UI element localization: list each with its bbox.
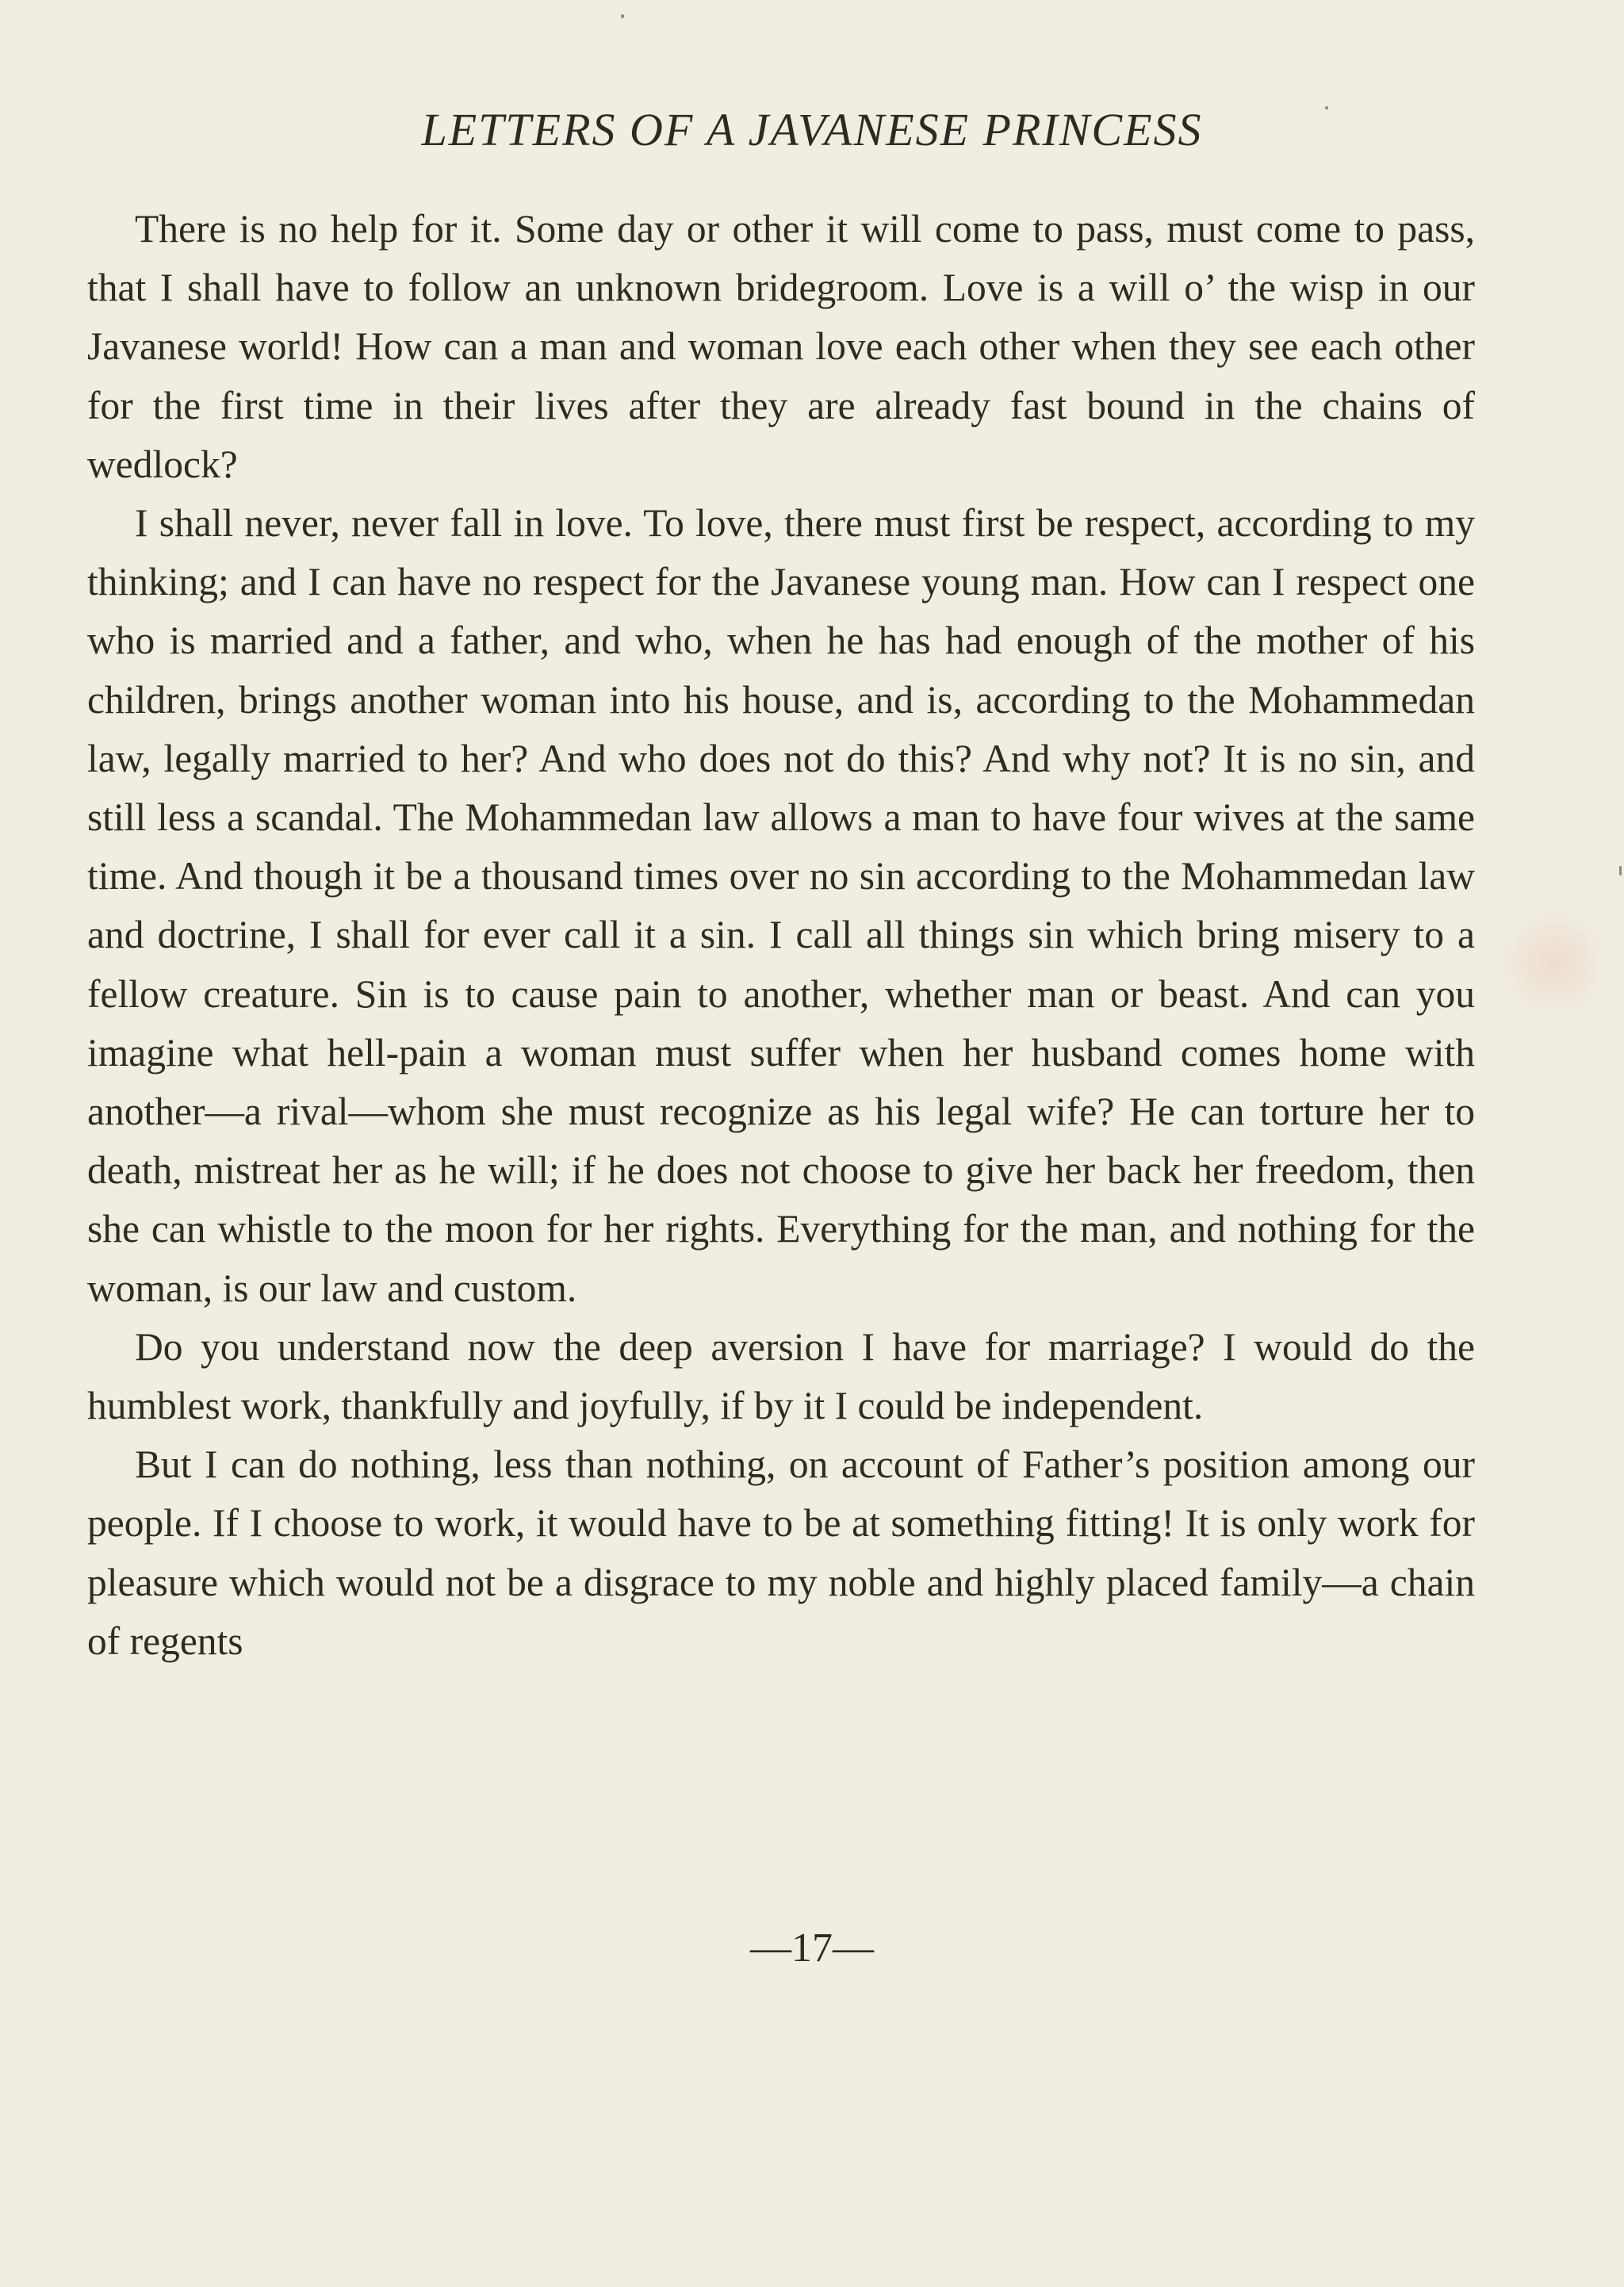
paper-stain — [1499, 904, 1610, 1023]
paper-speck — [1619, 866, 1622, 875]
paragraph: I shall never, never fall in love. To love, there must first be respect, according to my thinking; and I can have no respect for the Javanese young man. How can I respect one who is married and a father, and who, when he has had enough of the mother of his children, brings another woman into his house, and is, according to the Mohammedan law, legally married to her? And who does not do this? And why not? It is no sin, and still less a scandal. The Mohammedan law allows a man to have four wives at the same time. And though it be a thousand times over no sin according to the Mohammedan law and doctrine, I shall for ever call it a sin. I call all things sin which bring misery to a fellow creature. Sin is to cause pain to another, whether man or beast. And can you imagine what hell-pain a woman must suffer when her husband comes home with another—a rival—whom she must recognize as his legal wife? He can torture her to death, mistreat her as he will; if he does not choose to give her back her freedom, then she can whistle to the moon for her rights. Everything for the man, and nothing for the woman, is our law and custom. — [87, 501, 1475, 1310]
paragraph: Do you understand now the deep aversion I have for marriage? I would do the humblest work, thankfully and joyfully, if by it I could be independent. — [87, 1324, 1475, 1428]
running-head: LETTERS OF A JAVANESE PRINCESS — [421, 104, 1203, 155]
paragraph: But I can do nothing, less than nothing, on account of Father’s position among our people. If I choose to work, it would have to be at something fitting! It is only work for pleasure which would not be a disgrace to my noble and highly placed family—a chain of regents — [87, 1442, 1475, 1663]
body-text — [87, 200, 1475, 1671]
paragraph: There is no help for it. Some day or other it will come to pass, must come to pass, that I shall have to follow an unknown bridegroom. Love is a will o’ the wisp in our Javanese world! How can a man and woman love each other when they see each other for the first time in their lives after they are already fast bound in the chains of wedlock? — [87, 207, 1475, 486]
page-number: —17— — [750, 1925, 874, 1971]
paper-speck — [621, 14, 624, 18]
